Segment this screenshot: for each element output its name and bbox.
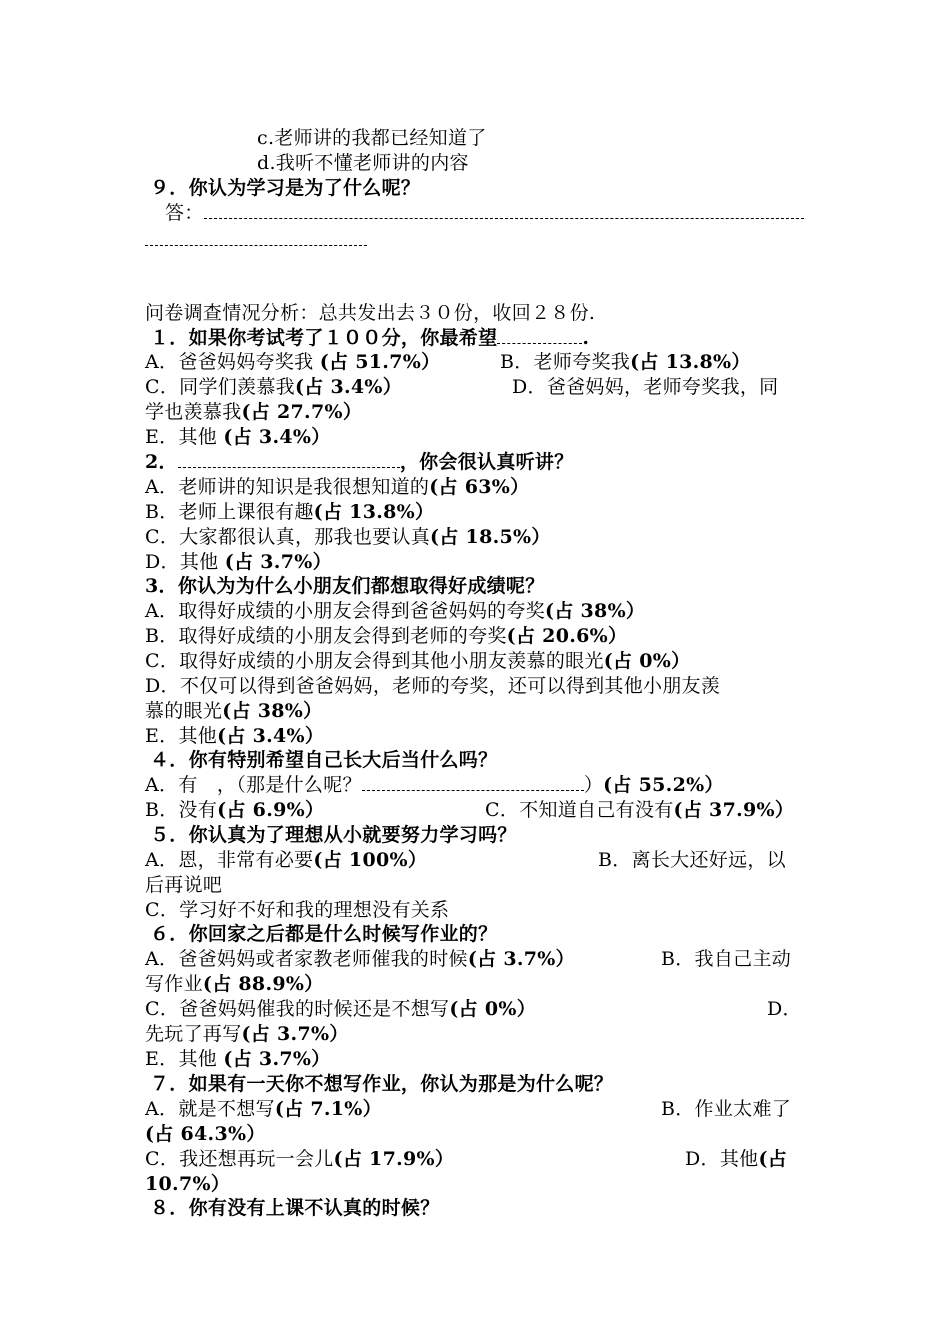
q2-c-text: C．大家都很认真，那我也要认真 bbox=[145, 526, 431, 548]
q1-a-text: A．爸爸妈妈夸奖我 bbox=[145, 351, 320, 373]
q5-option-c: C．学习好不好和我的理想没有关系 bbox=[145, 899, 450, 921]
analysis-intro: 问卷调查情况分析：总共发出去３０份，收回２８份. bbox=[145, 302, 596, 324]
q2-d-text: D．其他 bbox=[145, 551, 225, 573]
q7-option-d-pct: 10.7%） bbox=[145, 1173, 231, 1195]
q1-b-text: B．老师夸奖我 bbox=[500, 351, 631, 373]
q1-e-pct: (占 3.4%） bbox=[223, 426, 331, 448]
q4-c-text: C．不知道自己有没有 bbox=[485, 799, 674, 821]
q1-d-pct: (占 27.7%） bbox=[241, 401, 363, 423]
q7-a-pct: (占 7.1%） bbox=[274, 1098, 382, 1120]
question-3-title: 3．你认为为什么小朋友们都想取得好成绩呢？ bbox=[145, 575, 545, 597]
q5-option-b: B．离长大还好远，以 bbox=[598, 849, 786, 871]
q7-option-b-pct: (占 64.3%） bbox=[145, 1123, 266, 1145]
answer-line-cont bbox=[145, 228, 810, 253]
q3-option-e bbox=[145, 724, 810, 749]
q1-option-c bbox=[145, 375, 810, 400]
q4-a-pct: (占 55.2%） bbox=[603, 774, 724, 796]
q2-d-pct: (占 3.7%） bbox=[224, 551, 332, 573]
q3-b-text: B．取得好成绩的小朋友会得到老师的夸奖 bbox=[145, 625, 507, 647]
q3-d-pct: (占 38%） bbox=[222, 700, 323, 722]
q1-option-a bbox=[145, 350, 810, 375]
q6-d-pct: (占 3.7%） bbox=[241, 1023, 349, 1045]
q3-e-text: E．其他 bbox=[145, 725, 218, 747]
q1-c-pct: (占 3.4%） bbox=[294, 376, 403, 398]
answer-label: 答： bbox=[165, 202, 204, 224]
q6-a-text: A．爸爸妈妈或者家教老师催我的时候 bbox=[145, 948, 468, 970]
q7-d-text: D．其他 bbox=[685, 1148, 759, 1170]
q1-option-b bbox=[500, 350, 751, 375]
option-d-line: d.我听不懂老师讲的内容 bbox=[257, 152, 469, 174]
question-2-suffix: ，你会很认真听讲？ bbox=[399, 451, 574, 473]
q3-c-pct: (占 0%） bbox=[603, 650, 691, 672]
q4-option-a bbox=[145, 773, 810, 798]
q4-a-text: A．有 ，（那是什么呢？ bbox=[145, 774, 362, 796]
q6-b-cont-text: 写作业 bbox=[145, 973, 203, 995]
q6-option-e bbox=[145, 1047, 810, 1072]
q3-d-cont-text: 慕的眼光 bbox=[145, 700, 223, 722]
q3-a-pct: (占 38%） bbox=[545, 600, 646, 622]
q4-a-blank bbox=[362, 776, 584, 791]
q4-b-pct: (占 6.9%） bbox=[217, 799, 325, 821]
answer-blank-cont bbox=[145, 231, 367, 246]
q2-option-c bbox=[145, 525, 810, 550]
q1-option-e bbox=[145, 425, 810, 450]
q6-b-pct: (占 88.9%） bbox=[202, 973, 324, 995]
q2-option-b bbox=[145, 500, 810, 525]
q7-option-a bbox=[145, 1097, 810, 1122]
q5-a-text: A．恩，非常有必要 bbox=[145, 849, 314, 871]
q7-option-b: B．作业太难了 bbox=[661, 1098, 792, 1120]
q6-option-a bbox=[145, 947, 810, 972]
q3-b-pct: (占 20.6%） bbox=[506, 625, 628, 647]
q2-option-d bbox=[145, 550, 810, 575]
q6-option-c bbox=[145, 997, 810, 1022]
question-1-suffix: . bbox=[582, 327, 590, 349]
q1-option-d-cont bbox=[145, 400, 810, 425]
question-1-title bbox=[150, 326, 815, 351]
q4-a-close: ） bbox=[583, 774, 604, 796]
question-1-blank bbox=[497, 329, 582, 344]
q2-a-pct: (占 63%） bbox=[429, 476, 530, 498]
q7-c-pct: (占 17.9%） bbox=[333, 1148, 455, 1170]
q1-e-text: E．其他 bbox=[145, 426, 224, 448]
q3-option-c bbox=[145, 649, 810, 674]
question-9-title: ９．你认为学习是为了什么呢？ bbox=[150, 177, 421, 199]
question-6-title: ６．你回家之后都是什么时候写作业的？ bbox=[150, 923, 498, 945]
q6-c-pct: (占 0%） bbox=[449, 998, 537, 1020]
question-8-title: ８．你有没有上课不认真的时候？ bbox=[150, 1197, 440, 1219]
q5-option-b-cont: 后再说吧 bbox=[145, 874, 223, 896]
q4-option-c bbox=[485, 798, 794, 823]
q1-a-pct: (占 51.7%） bbox=[319, 351, 441, 373]
q6-option-d-cont bbox=[145, 1022, 810, 1047]
q7-option-d bbox=[685, 1147, 787, 1172]
answer-line bbox=[165, 201, 830, 226]
q5-a-pct: (占 100%） bbox=[313, 849, 428, 871]
q2-c-pct: (占 18.5%） bbox=[430, 526, 551, 548]
q4-b-text: B．没有 bbox=[145, 799, 218, 821]
q2-b-text: B．老师上课很有趣 bbox=[145, 501, 314, 523]
q7-option-c bbox=[145, 1147, 810, 1172]
q3-e-pct: (占 3.4%） bbox=[217, 725, 325, 747]
question-5-title: ５．你认真为了理想从小就要努力学习吗？ bbox=[150, 824, 517, 846]
question-1-text: １．如果你考试考了１００分，你最希望 bbox=[150, 327, 498, 349]
q3-option-b bbox=[145, 624, 810, 649]
question-2-title bbox=[145, 450, 810, 475]
q6-option-d: D． bbox=[767, 998, 802, 1020]
q7-c-text: C．我还想再玩一会儿 bbox=[145, 1148, 334, 1170]
answer-blank bbox=[204, 204, 804, 219]
q1-d-cont-text: 学也羡慕我 bbox=[145, 401, 242, 423]
option-c-line: c.老师讲的我都已经知道了 bbox=[257, 127, 487, 149]
q2-option-a bbox=[145, 475, 810, 500]
q6-option-b-cont bbox=[145, 972, 810, 997]
question-2-blank bbox=[178, 453, 400, 468]
q1-b-pct: (占 13.8%） bbox=[630, 351, 751, 373]
question-7-title: ７．如果有一天你不想写作业，你认为那是为什么呢？ bbox=[150, 1073, 614, 1095]
q3-option-a bbox=[145, 599, 810, 624]
question-4-title: ４．你有特别希望自己长大后当什么吗？ bbox=[150, 749, 498, 771]
q6-option-b: B．我自己主动 bbox=[661, 948, 792, 970]
q3-option-d: D．不仅可以得到爸爸妈妈，老师的夸奖，还可以得到其他小朋友羡 bbox=[145, 675, 721, 697]
q2-a-text: A．老师讲的知识是我很想知道的 bbox=[145, 476, 430, 498]
q4-c-pct: (占 37.9%） bbox=[673, 799, 795, 821]
q7-a-text: A．就是不想写 bbox=[145, 1098, 275, 1120]
q6-e-pct: (占 3.7%） bbox=[223, 1048, 331, 1070]
q5-option-a bbox=[145, 848, 810, 873]
q4-option-b bbox=[145, 798, 810, 823]
q6-e-text: E．其他 bbox=[145, 1048, 224, 1070]
q3-c-text: C．取得好成绩的小朋友会得到其他小朋友羡慕的眼光 bbox=[145, 650, 604, 672]
q6-c-text: C．爸爸妈妈催我的时候还是不想写 bbox=[145, 998, 450, 1020]
q3-option-d-cont bbox=[145, 699, 810, 724]
q6-a-pct: (占 3.7%） bbox=[467, 948, 575, 970]
q2-b-pct: (占 13.8%） bbox=[313, 501, 435, 523]
q3-a-text: A．取得好成绩的小朋友会得到爸爸妈妈的夸奖 bbox=[145, 600, 546, 622]
q6-d-cont-text: 先玩了再写 bbox=[145, 1023, 242, 1045]
question-2-prefix: 2． bbox=[145, 451, 178, 473]
q1-option-d: D．爸爸妈妈，老师夸奖我，同 bbox=[512, 376, 779, 398]
q7-d-pct-head: (占 bbox=[758, 1148, 788, 1170]
q1-c-text: C．同学们羡慕我 bbox=[145, 376, 295, 398]
